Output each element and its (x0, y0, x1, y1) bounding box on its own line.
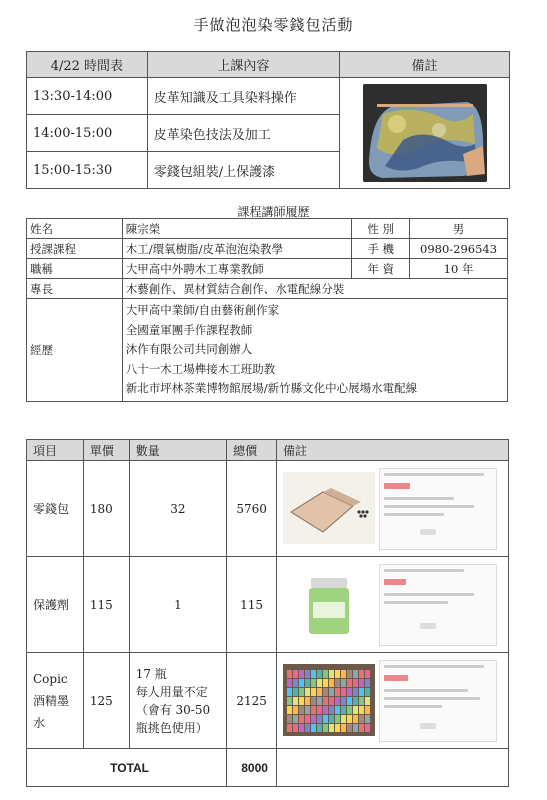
schedule-header-note: 備註 (340, 52, 510, 78)
budget-total: 115 (227, 557, 277, 653)
schedule-content: 皮革知識及工具染料操作 (147, 78, 339, 115)
purse-image (283, 472, 375, 544)
schedule-header-row (27, 52, 510, 78)
budget-item-line: Copic (33, 671, 68, 686)
schedule-time: 15:00-15:30 (27, 152, 148, 189)
budget-qty-multiline (129, 653, 226, 749)
schedule-time: 13:30-14:00 (27, 78, 148, 115)
schedule-row (27, 78, 510, 115)
budget-header-note: 備註 (277, 440, 509, 461)
budget-item: 保護劑 (27, 557, 84, 653)
experience-item: 大甲高中業師/自由藝術創作家 (125, 303, 280, 317)
product-screenshot-protector (277, 557, 509, 653)
experience-item: 新北市坪林茶業博物館展場/新竹縣文化中心展場水電配線 (125, 381, 418, 395)
job-value: 大甲高中外聘木工專業教師 (122, 259, 351, 279)
budget-qty-line: 17 瓶 (135, 666, 167, 681)
budget-item-line: 水 (33, 715, 46, 730)
instructor-heading: 課程講師履歷 (237, 205, 310, 219)
product-listing-panel (379, 660, 497, 742)
schedule-header-content: 上課內容 (147, 52, 339, 78)
budget-header-item: 項目 (27, 440, 84, 461)
experience-item: 全國童軍團手作課程教師 (125, 322, 253, 337)
budget-table (26, 439, 509, 787)
phone-value: 0980-296543 (410, 239, 508, 259)
cv-row (27, 219, 508, 239)
budget-price: 180 (83, 461, 129, 557)
budget-row (27, 557, 509, 653)
total-value: 8000 (227, 749, 277, 787)
name-value: 陳宗榮 (122, 219, 351, 239)
instructor-table (26, 218, 508, 402)
budget-item: 零錢包 (27, 461, 84, 557)
schedule-table (26, 51, 510, 189)
budget-qty-line: （會有 30-50 (135, 702, 211, 717)
ink-markers-image (283, 664, 375, 736)
product-screenshot-purse (277, 461, 509, 557)
budget-total: 5760 (227, 461, 277, 557)
experience-list (122, 299, 507, 402)
course-label: 授課課程 (27, 239, 123, 259)
page-title: 手做泡泡染零錢包活動 (193, 16, 354, 34)
years-label: 年 資 (352, 259, 410, 279)
budget-header-row (27, 440, 509, 461)
budget-row (27, 653, 509, 749)
skill-value: 木藝創作、異材質結合創作、水電配線分裝 (122, 279, 507, 299)
budget-qty: 32 (129, 461, 226, 557)
experience-label: 經歷 (27, 299, 123, 402)
phone-label: 手 機 (352, 239, 410, 259)
budget-qty: 1 (129, 557, 226, 653)
experience-item: 沐作有限公司共同創辦人 (125, 342, 253, 356)
course-value: 木工/環氧樹脂/皮革泡泡染教學 (122, 239, 351, 259)
gender-value: 男 (410, 219, 508, 239)
schedule-header-time: 4/22 時間表 (27, 52, 148, 78)
product-listing-panel (379, 564, 497, 646)
cv-row (27, 299, 508, 402)
budget-qty-line: 瓶挑色使用） (135, 720, 208, 735)
job-label: 職稱 (27, 259, 123, 279)
experience-item: 八十一木工場榫接木工班助教 (125, 361, 276, 376)
cv-row (27, 239, 508, 259)
cv-row (27, 279, 508, 299)
budget-qty-line: 每人用量不定 (135, 684, 208, 699)
total-label: TOTAL (27, 749, 227, 787)
coin-purse-photo (363, 84, 487, 182)
budget-item-line: 酒精墨 (33, 693, 70, 708)
budget-total-row (27, 749, 509, 787)
schedule-note-cell (340, 78, 510, 189)
budget-price: 125 (83, 653, 129, 749)
budget-total: 2125 (227, 653, 277, 749)
budget-price: 115 (83, 557, 129, 653)
cv-row (27, 259, 508, 279)
budget-header-price: 單價 (83, 440, 129, 461)
skill-label: 專長 (27, 279, 123, 299)
protector-jar-image (283, 568, 375, 640)
gender-label: 性 別 (352, 219, 410, 239)
budget-header-qty: 數量 (129, 440, 226, 461)
budget-item-multiline (27, 653, 84, 749)
budget-row (27, 461, 509, 557)
budget-header-total: 總價 (227, 440, 277, 461)
product-listing-panel (379, 468, 497, 550)
schedule-time: 14:00-15:00 (27, 115, 148, 152)
years-value: 10 年 (410, 259, 508, 279)
total-note-empty (277, 749, 509, 787)
product-screenshot-ink (277, 653, 509, 749)
schedule-content: 皮革染色技法及加工 (147, 115, 339, 152)
name-label: 姓名 (27, 219, 123, 239)
schedule-content: 零錢包組裝/上保護漆 (147, 152, 339, 189)
